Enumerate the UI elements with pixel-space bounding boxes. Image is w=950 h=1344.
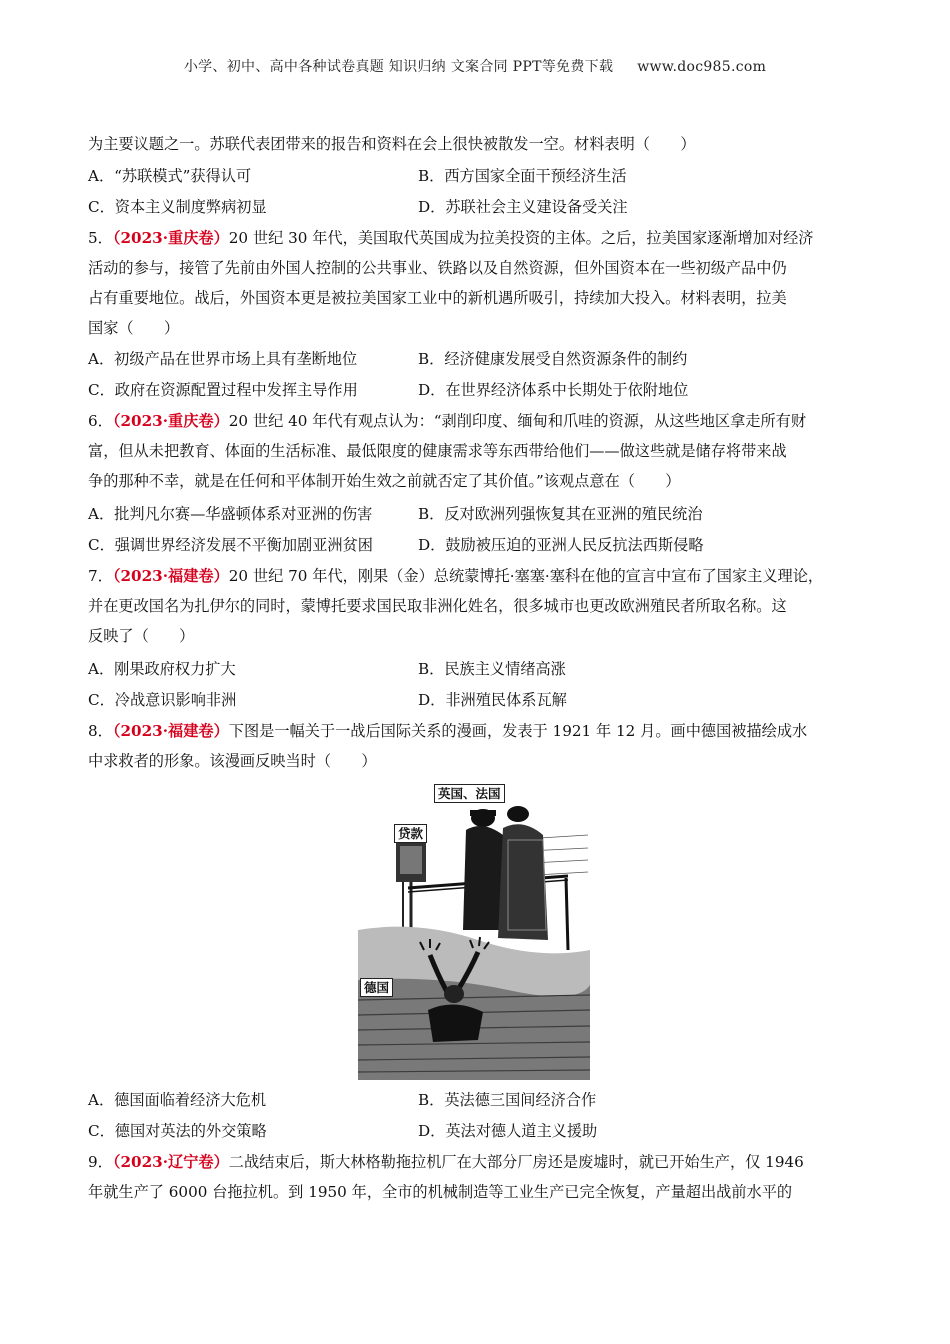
header-url[interactable]: www.doc985.com: [637, 59, 767, 75]
q8-line-2: 中求救者的形象。该漫画反映当时（ ）: [88, 752, 377, 770]
q5-text-1: 20 世纪 30 年代，美国取代英国成为拉美投资的主体。之后，拉美国家逐渐增加对经济: [228, 229, 814, 247]
q7-line-1: [88, 566, 868, 586]
cartoon-drawing: [358, 780, 590, 1080]
q6-line-2: 富，但从未把教育、体面的生活标准、最低限度的健康需求等东西带给他们——做这些就是储存将带来战: [88, 442, 787, 460]
q7-line-2: 并在更改国名为扎伊尔的同时，蒙博托要求国民取非洲化姓名，很多城市也更改欧洲殖民者所取名称。这: [88, 597, 787, 615]
q6-source-tag: （2023·重庆卷）: [112, 412, 229, 430]
cartoon-label-britain-france: 英国、法国: [434, 784, 505, 803]
q7-option-a: A．刚果政府权力扩大: [88, 660, 236, 678]
q5-option-a: A．初级产品在世界市场上具有垄断地位: [88, 350, 358, 368]
q6-option-d: D．鼓励被压迫的亚洲人民反抗法西斯侵略: [418, 536, 704, 554]
q5-option-d: D．在世界经济体系中长期处于依附地位: [418, 381, 689, 399]
q6-line-3: 争的那种不幸，就是在任何和平体制开始生效之前就否定了其价值。”该观点意在（ ）: [88, 472, 681, 490]
header-text: 小学、初中、高中各种试卷真题 知识归纳 文案合同 PPT等免费下载: [183, 59, 614, 75]
q8-text-1: 下图是一幅关于一战后国际关系的漫画，发表于 1921 年 12 月。画中德国被描绘成水: [228, 722, 808, 740]
q5-option-b: B．经济健康发展受自然资源条件的制约: [418, 350, 688, 368]
q5-number: 5．: [88, 229, 113, 247]
q4-option-c: C．资本主义制度弊病初显: [88, 198, 267, 216]
q5-line-4: 国家（ ）: [88, 319, 180, 337]
q7-number: 7．: [88, 567, 113, 585]
political-cartoon: [358, 780, 590, 1080]
cartoon-label-loan: 贷款: [394, 824, 427, 843]
q8-option-d: D．英法对德人道主义援助: [418, 1122, 598, 1140]
q9-line-2: 年就生产了 6000 台拖拉机。到 1950 年，全市的机械制造等工业生产已完全恢复，产量超出战前水平的: [88, 1183, 793, 1201]
q4-option-b: B．西方国家全面干预经济生活: [418, 167, 627, 185]
q7-source-tag: （2023·福建卷）: [112, 567, 229, 585]
q5-line-1: [88, 228, 868, 248]
q8-option-c: C．德国对英法的外交策略: [88, 1122, 267, 1140]
q7-option-b: B．民族主义情绪高涨: [418, 660, 566, 678]
q6-line-1: [88, 411, 868, 431]
q6-option-c: C．强调世界经济发展不平衡加剧亚洲贫困: [88, 536, 373, 554]
q5-line-2: 活动的参与，接管了先前由外国人控制的公共事业、铁路以及自然资源，但外国资本在一些初级产品中仍: [88, 259, 787, 277]
q4-option-a: A．“苏联模式”获得认可: [88, 167, 252, 185]
q6-number: 6．: [88, 412, 113, 430]
q5-source-tag: （2023·重庆卷）: [112, 229, 229, 247]
q9-number: 9．: [88, 1153, 113, 1171]
q9-line-1: [88, 1152, 868, 1172]
page-header: [0, 56, 950, 76]
q7-text-1: 20 世纪 70 年代，刚果（金）总统蒙博托·塞塞·塞科在他的宣言中宣布了国家主义理论，: [228, 567, 824, 585]
cartoon-label-germany: 德国: [360, 978, 393, 997]
q5-line-3: 占有重要地位。战后，外国资本更是被拉美国家工业中的新机遇所吸引，持续加大投入。材料表明，拉美: [88, 289, 787, 307]
q6-option-b: B．反对欧洲列强恢复其在亚洲的殖民统治: [418, 505, 703, 523]
q9-source-tag: （2023·辽宁卷）: [112, 1153, 229, 1171]
q8-option-a: A．德国面临着经济大危机: [88, 1091, 267, 1109]
q6-text-1: 20 世纪 40 年代有观点认为：“剥削印度、缅甸和爪哇的资源，从这些地区拿走所有财: [228, 412, 807, 430]
q8-source-tag: （2023·福建卷）: [112, 722, 229, 740]
q8-option-b: B．英法德三国间经济合作: [418, 1091, 597, 1109]
q4-tail-line: 为主要议题之一。苏联代表团带来的报告和资料在会上很快被散发一空。材料表明（ ）: [88, 135, 696, 153]
q7-line-3: 反映了（ ）: [88, 627, 195, 645]
q9-text-1: 二战结束后，斯大林格勒拖拉机厂在大部分厂房还是废墟时，就已开始生产，仅 1946: [228, 1153, 804, 1171]
q8-number: 8．: [88, 722, 113, 740]
q5-option-c: C．政府在资源配置过程中发挥主导作用: [88, 381, 358, 399]
q7-option-c: C．冷战意识影响非洲: [88, 691, 237, 709]
q6-option-a: A．批判凡尔赛—华盛顿体系对亚洲的伤害: [88, 505, 373, 523]
q8-line-1: [88, 721, 868, 741]
q4-option-d: D．苏联社会主义建设备受关注: [418, 198, 628, 216]
q7-option-d: D．非洲殖民体系瓦解: [418, 691, 567, 709]
